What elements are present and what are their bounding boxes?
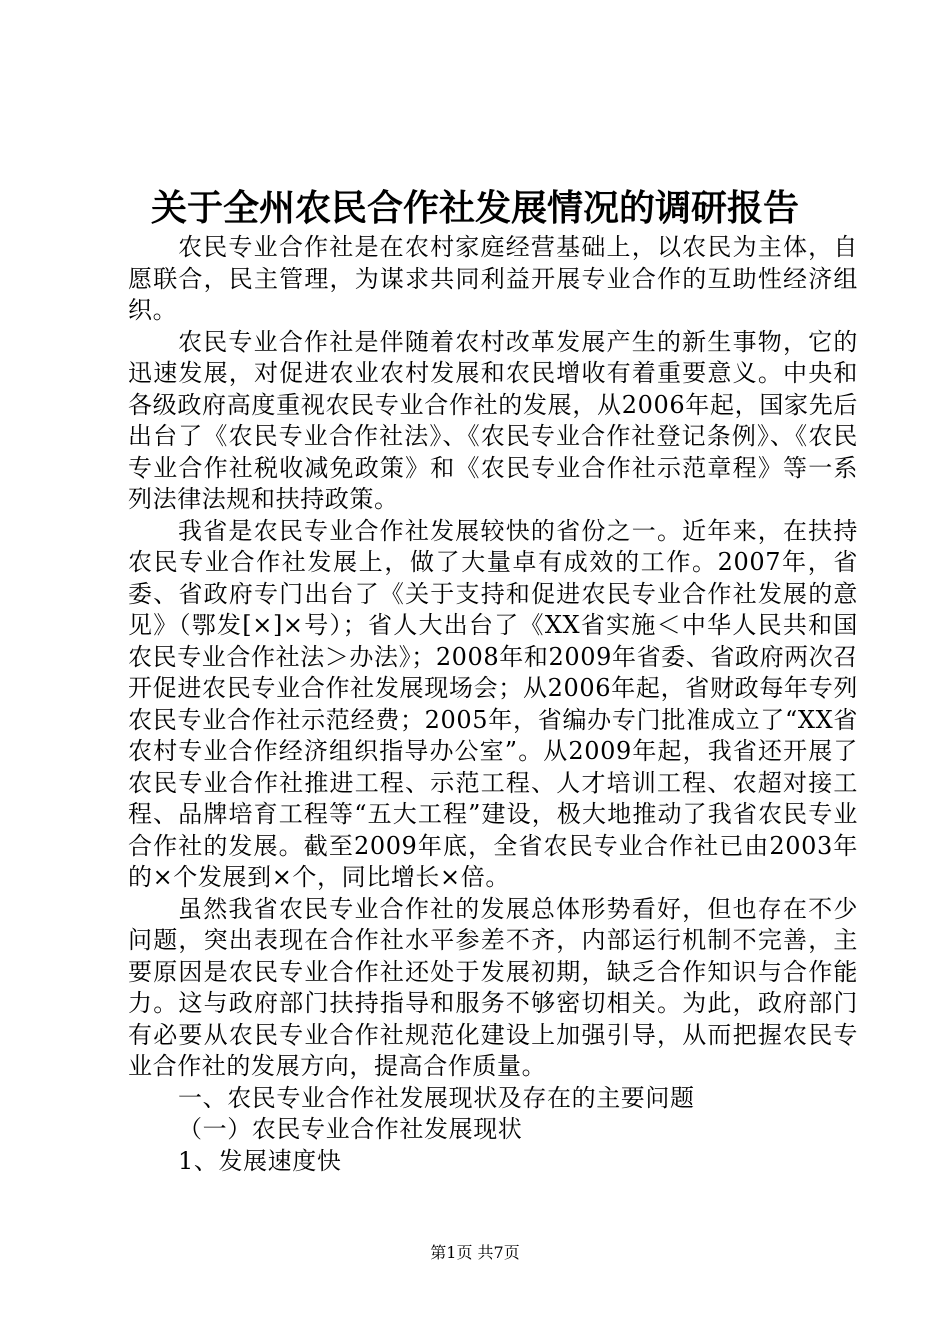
- paragraph-1: 农民专业合作社是在农村家庭经营基础上，以农民为主体，自愿联合，民主管理，为谋求共同利益开展专业合作的互助性经济组织。: [128, 233, 858, 324]
- page-footer: 第1页 共7页: [430, 1243, 520, 1262]
- subsection-heading-1: （一）农民专业合作社发展现状: [178, 1115, 523, 1143]
- paragraph-2: 农民专业合作社是伴随着农村改革发展产生的新生事物，它的迅速发展，对促进农业农村发展和农民增收有着重要意义。中央和各级政府高度重视农民专业合作社的发展，从2006年起，国家先后出台了《农民专业合作社法》、《农民专业合作社登记条例》、《农民专业合作社税收减免政策》和《农民专业合作社示范章程》等一系列法律法规和扶持政策。: [128, 327, 858, 513]
- paragraph-4: 虽然我省农民专业合作社的发展总体形势看好，但也存在不少问题，突出表现在合作社水平参差不齐，内部运行机制不完善，主要原因是农民专业合作社还处于发展初期，缺乏合作知识与合作能力。这与政府部门扶持指导和服务不够密切相关。为此，政府部门有必要从农民专业合作社规范化建设上加强引导，从而把握农民专业合作社的发展方向，提高合作质量。: [128, 894, 858, 1080]
- item-heading-1: 1、发展速度快: [178, 1146, 342, 1175]
- section-heading-1: 一、农民专业合作社发展现状及存在的主要问题: [178, 1083, 695, 1112]
- document-body: [128, 232, 858, 1177]
- paragraph-3: 我省是农民专业合作社发展较快的省份之一。近年来，在扶持农民专业合作社发展上，做了大量卓有成效的工作。2007年，省委、省政府专门出台了《关于支持和促进农民专业合作社发展的意见》（鄂发[×]×号）；省人大出台了《XX省实施＜中华人民共和国农民专业合作社法＞办法》；2008年和2009年省委、省政府两次召开促进农民专业合作社发展现场会；从2006年起，省财政每年专列农民专业合作社示范经费；2005年，省编办专门批准成立了“XX省农村专业合作经济组织指导办公室”。从2009年起，我省还开展了农民专业合作社推进工程、示范工程、人才培训工程、农超对接工程、品牌培育工程等“五大工程”建设，极大地推动了我省农民专业合作社的发展。截至2009年底，全省农民专业合作社已由2003年的×个发展到×个，同比增长×倍。: [128, 516, 858, 891]
- document-title: 关于全州农民合作社发展情况的调研报告: [150, 187, 799, 229]
